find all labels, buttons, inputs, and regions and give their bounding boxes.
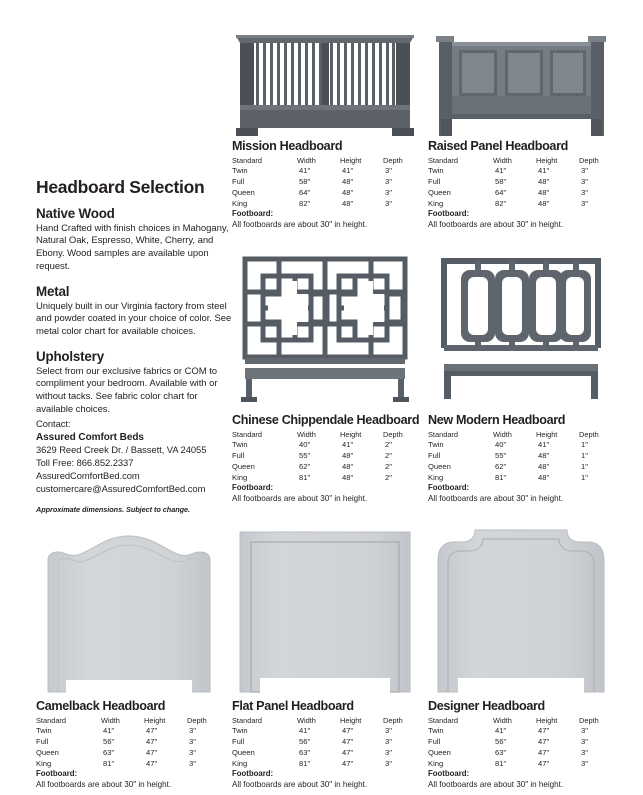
column-header-width: Width: [493, 155, 512, 165]
cell-depth: 3": [385, 747, 392, 757]
cell-standard: Full: [232, 451, 245, 461]
cell-standard: Full: [428, 177, 441, 187]
cell-depth: 2": [385, 472, 392, 482]
cell-standard: Full: [428, 737, 441, 747]
cell-height: 48": [538, 451, 550, 461]
cell-height: 41": [342, 440, 354, 450]
product-camelback: [36, 700, 223, 791]
table-row: [428, 759, 615, 770]
cell-standard: Queen: [428, 461, 451, 471]
column-header-depth: Depth: [579, 429, 599, 439]
cell-depth: 1": [581, 440, 588, 450]
cell-depth: 3": [385, 198, 392, 208]
cell-height: 47": [146, 747, 158, 757]
cell-height: 48": [342, 177, 354, 187]
table-row: [232, 199, 419, 210]
cell-standard: King: [428, 472, 444, 482]
product-mission: [232, 140, 419, 231]
cell-standard: Queen: [232, 187, 255, 197]
spec-table-designer: [428, 716, 615, 770]
table-row: [428, 451, 615, 462]
footboard-note: All footboards are about 30" in height.: [232, 494, 368, 504]
spec-table-mission: [232, 156, 419, 210]
cell-standard: Queen: [232, 461, 255, 471]
cell-height: 48": [538, 198, 550, 208]
cell-width: 81": [299, 758, 311, 768]
column-header-standard: Standard: [428, 429, 458, 439]
column-header-width: Width: [101, 715, 120, 725]
cell-height: 41": [538, 440, 550, 450]
cell-width: 63": [103, 747, 115, 757]
cell-depth: 1": [581, 472, 588, 482]
cell-width: 56": [495, 737, 507, 747]
cell-depth: 1": [581, 451, 588, 461]
cell-standard: King: [36, 758, 52, 768]
cell-height: 48": [538, 187, 550, 197]
cell-width: 81": [299, 472, 311, 482]
column-header-width: Width: [493, 429, 512, 439]
cell-depth: 3": [385, 737, 392, 747]
table-row: [36, 737, 223, 748]
cell-standard: Twin: [232, 440, 248, 450]
cell-depth: 3": [189, 737, 196, 747]
cell-width: 41": [299, 166, 311, 176]
column-header-depth: Depth: [383, 429, 403, 439]
table-row: [232, 440, 419, 451]
column-header-depth: Depth: [579, 155, 599, 165]
cell-depth: 3": [581, 758, 588, 768]
column-header-height: Height: [340, 429, 362, 439]
product-chinese-chippendale: [232, 414, 419, 505]
cell-height: 47": [538, 726, 550, 736]
column-header-depth: Depth: [383, 155, 403, 165]
spec-table-raised-panel: [428, 156, 615, 210]
cell-height: 48": [342, 472, 354, 482]
cell-height: 48": [342, 198, 354, 208]
column-header-width: Width: [297, 155, 316, 165]
footboard-note: All footboards are about 30" in height.: [232, 780, 368, 790]
cell-height: 47": [146, 737, 158, 747]
product-title-raised-panel: Raised Panel Headboard: [428, 139, 568, 153]
table-row: [232, 748, 419, 759]
footboard-note: All footboards are about 30" in height.: [232, 220, 368, 230]
table-row: [232, 462, 419, 473]
cell-depth: 3": [189, 726, 196, 736]
cell-depth: 2": [385, 461, 392, 471]
cell-depth: 3": [189, 758, 196, 768]
footboard-label: Footboard:: [232, 483, 274, 493]
column-header-standard: Standard: [428, 715, 458, 725]
cell-width: 56": [103, 737, 115, 747]
section-body-metal: Uniquely built in our Virginia factory from steel and powder coated in your choice of color. See metal color chart for available choices.: [36, 300, 232, 337]
cell-width: 81": [495, 472, 507, 482]
table-row: [36, 759, 223, 770]
column-header-height: Height: [536, 155, 558, 165]
cell-depth: 1": [581, 461, 588, 471]
cell-height: 47": [538, 747, 550, 757]
cell-width: 41": [495, 726, 507, 736]
cell-depth: 3": [385, 177, 392, 187]
cell-standard: Queen: [428, 187, 451, 197]
cell-width: 62": [299, 461, 311, 471]
contact-email[interactable]: customercare@AssuredComfortBed.com: [36, 482, 206, 494]
cell-width: 63": [495, 747, 507, 757]
footboard-note: All footboards are about 30" in height.: [428, 494, 564, 504]
cell-height: 41": [538, 166, 550, 176]
column-header-height: Height: [144, 715, 166, 725]
cell-height: 47": [538, 758, 550, 768]
cell-width: 62": [495, 461, 507, 471]
cell-depth: 3": [385, 187, 392, 197]
cell-width: 82": [495, 198, 507, 208]
cell-standard: Twin: [36, 726, 52, 736]
product-title-flat-panel: Flat Panel Headboard: [232, 699, 354, 713]
cell-standard: Full: [232, 737, 245, 747]
footboard-label: Footboard:: [36, 769, 78, 779]
cell-height: 47": [342, 747, 354, 757]
cell-height: 47": [342, 737, 354, 747]
cell-standard: Full: [36, 737, 49, 747]
cell-height: 47": [342, 758, 354, 768]
table-row: [428, 166, 615, 177]
contact-website[interactable]: AssuredComfortBed.com: [36, 469, 140, 481]
footboard-label: Footboard:: [232, 209, 274, 219]
cell-depth: 2": [385, 440, 392, 450]
cell-width: 56": [299, 737, 311, 747]
cell-depth: 3": [581, 177, 588, 187]
table-row: [36, 726, 223, 737]
table-header-row: [428, 156, 615, 167]
footboard-note: All footboards are about 30" in height.: [36, 780, 172, 790]
table-row: [428, 199, 615, 210]
contact-block: [36, 418, 246, 496]
contact-label: Contact:: [36, 418, 71, 429]
table-header-row: [232, 430, 419, 441]
table-row: [428, 726, 615, 737]
table-row: [232, 737, 419, 748]
spec-table-flat-panel: [232, 716, 419, 770]
cell-width: 41": [495, 166, 507, 176]
table-row: [428, 177, 615, 188]
spec-table-new-modern: [428, 430, 615, 484]
cell-standard: Twin: [428, 440, 444, 450]
chinese-chippendale-headboard-image: [232, 252, 418, 404]
headboard-selection-panel: [36, 178, 234, 416]
column-header-height: Height: [340, 715, 362, 725]
cell-standard: King: [428, 198, 444, 208]
cell-standard: Twin: [428, 726, 444, 736]
product-title-camelback: Camelback Headboard: [36, 699, 166, 713]
cell-height: 48": [538, 461, 550, 471]
table-row: [232, 726, 419, 737]
column-header-standard: Standard: [232, 715, 262, 725]
column-header-depth: Depth: [579, 715, 599, 725]
camelback-headboard-image: [36, 524, 222, 696]
cell-height: 48": [342, 187, 354, 197]
cell-height: 48": [342, 461, 354, 471]
cell-standard: Queen: [232, 747, 255, 757]
cell-standard: Queen: [428, 747, 451, 757]
product-title-chinese-chippendale: Chinese Chippendale Headboard: [232, 413, 420, 427]
section-heading-native-wood: Native Wood: [36, 206, 115, 222]
cell-standard: Full: [428, 451, 441, 461]
cell-height: 47": [146, 758, 158, 768]
column-header-depth: Depth: [187, 715, 207, 725]
column-header-width: Width: [297, 429, 316, 439]
cell-height: 47": [342, 726, 354, 736]
table-row: [428, 748, 615, 759]
cell-height: 41": [342, 166, 354, 176]
section-body-upholstery: Select from our exclusive fabrics or COM to compliment your bedroom. Available with or without tacks. See fabric color chart for available choices.: [36, 365, 218, 415]
cell-width: 81": [103, 758, 115, 768]
column-header-standard: Standard: [232, 429, 262, 439]
cell-depth: 3": [581, 187, 588, 197]
table-row: [428, 473, 615, 484]
section-body-native-wood: Hand Crafted with finish choices in Mahogany, Natural Oak, Espresso, White, Cherry, and Ebony. Wood samples are available upon request.: [36, 222, 229, 272]
cell-width: 58": [299, 177, 311, 187]
table-row: [232, 759, 419, 770]
cell-width: 40": [495, 440, 507, 450]
cell-standard: King: [232, 758, 248, 768]
cell-standard: Queen: [36, 747, 59, 757]
product-designer: [428, 700, 615, 791]
raised-panel-headboard-image: [428, 26, 614, 138]
table-row: [428, 737, 615, 748]
table-header-row: [428, 430, 615, 441]
contact-company-name: Assured Comfort Beds: [36, 431, 144, 443]
designer-headboard-image: [428, 524, 614, 696]
column-header-height: Height: [536, 715, 558, 725]
cell-depth: 3": [385, 758, 392, 768]
cell-standard: King: [428, 758, 444, 768]
column-header-standard: Standard: [232, 155, 262, 165]
cell-depth: 3": [581, 198, 588, 208]
table-header-row: [36, 716, 223, 727]
table-row: [232, 451, 419, 462]
table-header-row: [232, 156, 419, 167]
contact-address: 3629 Reed Creek Dr. / Bassett, VA 24055: [36, 444, 207, 456]
cell-depth: 3": [385, 166, 392, 176]
product-title-mission: Mission Headboard: [232, 139, 343, 153]
table-row: [36, 748, 223, 759]
table-row: [232, 188, 419, 199]
mission-headboard-image: [232, 26, 418, 138]
cell-width: 82": [299, 198, 311, 208]
cell-depth: 3": [581, 747, 588, 757]
footboard-note: All footboards are about 30" in height.: [428, 780, 564, 790]
table-row: [232, 473, 419, 484]
table-header-row: [428, 716, 615, 727]
cell-width: 81": [495, 758, 507, 768]
product-flat-panel: [232, 700, 419, 791]
cell-width: 64": [299, 187, 311, 197]
footboard-label: Footboard:: [232, 769, 274, 779]
product-new-modern: [428, 414, 615, 505]
dimensions-disclaimer: Approximate dimensions. Subject to change.: [36, 505, 190, 514]
cell-height: 47": [538, 737, 550, 747]
column-header-standard: Standard: [36, 715, 66, 725]
column-header-width: Width: [297, 715, 316, 725]
cell-height: 48": [342, 451, 354, 461]
cell-height: 48": [538, 177, 550, 187]
cell-standard: King: [232, 472, 248, 482]
cell-standard: Twin: [232, 166, 248, 176]
column-header-depth: Depth: [383, 715, 403, 725]
table-header-row: [232, 716, 419, 727]
table-row: [232, 177, 419, 188]
cell-depth: 3": [581, 737, 588, 747]
section-heading-upholstery: Upholstery: [36, 349, 104, 365]
column-header-standard: Standard: [428, 155, 458, 165]
product-title-new-modern: New Modern Headboard: [428, 413, 566, 427]
flat-panel-headboard-image: [232, 524, 418, 696]
cell-standard: Twin: [428, 166, 444, 176]
table-row: [428, 462, 615, 473]
column-header-height: Height: [340, 155, 362, 165]
new-modern-headboard-image: [428, 252, 614, 404]
cell-width: 58": [495, 177, 507, 187]
cell-width: 55": [495, 451, 507, 461]
cell-depth: 3": [581, 166, 588, 176]
cell-height: 48": [538, 472, 550, 482]
contact-phone: Toll Free: 866.852.2337: [36, 457, 134, 469]
cell-depth: 2": [385, 451, 392, 461]
cell-height: 47": [146, 726, 158, 736]
footboard-label: Footboard:: [428, 209, 470, 219]
page-title: Headboard Selection: [36, 177, 205, 197]
cell-width: 55": [299, 451, 311, 461]
product-title-designer: Designer Headboard: [428, 699, 545, 713]
cell-width: 63": [299, 747, 311, 757]
table-row: [428, 188, 615, 199]
cell-width: 64": [495, 187, 507, 197]
cell-depth: 3": [385, 726, 392, 736]
cell-standard: King: [232, 198, 248, 208]
footboard-note: All footboards are about 30" in height.: [428, 220, 564, 230]
cell-depth: 3": [581, 726, 588, 736]
spec-table-camelback: [36, 716, 223, 770]
cell-depth: 3": [189, 747, 196, 757]
cell-width: 41": [299, 726, 311, 736]
product-raised-panel: [428, 140, 615, 231]
footboard-label: Footboard:: [428, 483, 470, 493]
column-header-height: Height: [536, 429, 558, 439]
cell-standard: Full: [232, 177, 245, 187]
section-heading-metal: Metal: [36, 284, 70, 300]
cell-standard: Twin: [232, 726, 248, 736]
column-header-width: Width: [493, 715, 512, 725]
cell-width: 40": [299, 440, 311, 450]
footboard-label: Footboard:: [428, 769, 470, 779]
spec-table-chinese-chippendale: [232, 430, 419, 484]
table-row: [232, 166, 419, 177]
table-row: [428, 440, 615, 451]
cell-width: 41": [103, 726, 115, 736]
